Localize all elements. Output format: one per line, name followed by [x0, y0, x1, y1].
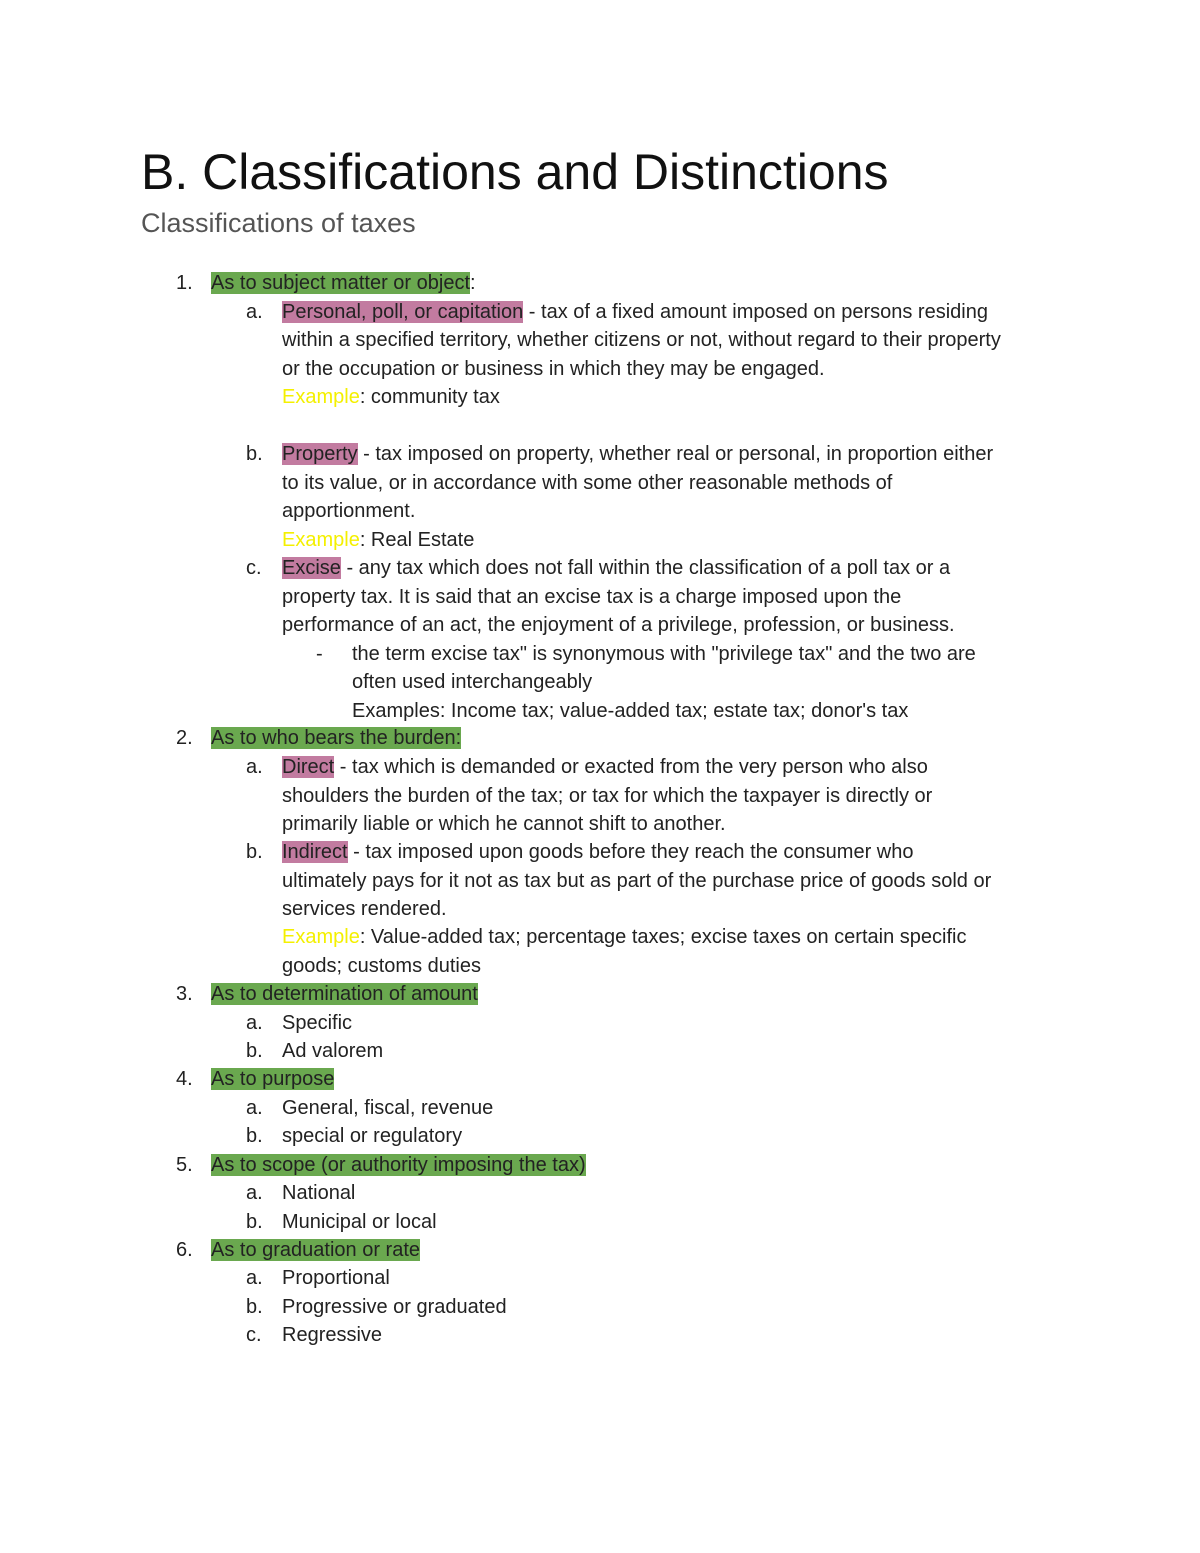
example-line: [282, 383, 500, 412]
item-letter: a.: [246, 1267, 263, 1289]
item-text-line: or the occupation or business in which they may be engaged.: [282, 357, 825, 380]
item-letter: b.: [246, 1211, 263, 1233]
item-text: National: [282, 1182, 356, 1204]
item-text-line: within a specified territory, whether citizens or not, without regard to their property: [282, 329, 1001, 351]
item-text: Specific: [282, 1012, 353, 1034]
section-heading: [211, 1236, 420, 1265]
item-text-line: primarily liable or which he cannot shift to another.: [282, 813, 726, 835]
section-number: 4.: [176, 1068, 193, 1090]
item-text: Regressive: [282, 1324, 383, 1346]
item-letter: b.: [246, 1296, 263, 1318]
item-text: General, fiscal, revenue: [282, 1097, 494, 1119]
section-heading: [211, 980, 478, 1009]
heading-suffix: :: [470, 272, 476, 294]
section-number: 2.: [176, 727, 193, 749]
item-letter: a.: [246, 1097, 263, 1119]
example-line: [282, 923, 966, 952]
sub-bullet-marker: -: [316, 642, 323, 665]
item-text-line: performance of an act, the enjoyment of a privilege, profession, or business.: [282, 614, 955, 636]
item-letter: b.: [246, 841, 263, 863]
term-highlight: Personal, poll, or capitation: [282, 300, 524, 323]
section-number: 5.: [176, 1154, 193, 1176]
term-highlight: Direct: [282, 756, 335, 778]
category-highlight: As to purpose: [211, 1068, 335, 1090]
item-letter: a.: [246, 756, 263, 778]
item-letter: a.: [246, 300, 263, 323]
definition-text: - any tax which does not fall within the classification of a poll tax or a: [340, 557, 951, 579]
page-subtitle: Classifications of taxes: [141, 208, 416, 238]
item-text-line: services rendered.: [282, 898, 447, 920]
category-highlight: As to determination of amount: [211, 983, 478, 1005]
section-heading: [211, 1065, 334, 1094]
section-number: 1.: [176, 272, 193, 294]
item-text-line: [282, 838, 913, 867]
term-highlight: Property: [282, 443, 358, 465]
item-text: Ad valorem: [282, 1040, 384, 1062]
item-letter: c.: [246, 1324, 262, 1346]
item-letter: b.: [246, 1040, 263, 1062]
item-text: Progressive or graduated: [282, 1296, 507, 1318]
definition-text: - tax which is demanded or exacted from the very person who also: [334, 756, 928, 778]
category-highlight: As to graduation or rate: [211, 1239, 421, 1261]
category-highlight: As to who bears the burden:: [211, 727, 462, 749]
example-text: : Value-added tax; percentage taxes; excise taxes on certain specific: [359, 926, 967, 948]
section-number: 6.: [176, 1239, 193, 1261]
item-letter: a.: [246, 1012, 263, 1034]
item-text-line: [282, 554, 950, 583]
example-label: Example: [282, 926, 360, 948]
item-letter: b.: [246, 443, 263, 465]
section-number: 3.: [176, 983, 193, 1005]
item-letter: c.: [246, 557, 262, 579]
term-highlight: Excise: [282, 557, 341, 579]
category-highlight: As to subject matter or object: [211, 272, 471, 294]
definition-text: - tax imposed upon goods before they reach the consumer who: [347, 841, 914, 863]
item-text-line: ultimately pays for it not as tax but as part of the purchase price of goods sold or: [282, 869, 992, 892]
example-continuation: goods; customs duties: [282, 955, 481, 977]
example-label: Example: [282, 386, 360, 408]
section-heading: [211, 1151, 586, 1180]
sub-bullet-line: the term excise tax" is synonymous with "privilege tax" and the two are: [352, 642, 976, 665]
section-heading: [211, 724, 461, 753]
item-text-line: [282, 753, 928, 782]
item-text-line: [282, 440, 993, 469]
item-text: Municipal or local: [282, 1211, 437, 1233]
example-label: Example: [282, 528, 360, 551]
category-highlight: As to scope (or authority imposing the tax): [211, 1154, 586, 1176]
item-text-line: [282, 298, 988, 327]
example-text: : community tax: [359, 386, 500, 408]
term-highlight: Indirect: [282, 841, 348, 863]
sub-bullet-line: Examples: Income tax; value-added tax; estate tax; donor's tax: [352, 699, 909, 722]
page-title: B. Classifications and Distinctions: [141, 144, 889, 200]
item-text-line: shoulders the burden of the tax; or tax for which the taxpayer is directly or: [282, 784, 933, 807]
definition-text: - tax imposed on property, whether real or personal, in proportion either: [357, 443, 994, 465]
item-text: special or regulatory: [282, 1125, 463, 1147]
item-letter: b.: [246, 1125, 263, 1147]
item-text-line: apportionment.: [282, 500, 416, 522]
sub-bullet-line: often used interchangeably: [352, 671, 593, 693]
item-text: Proportional: [282, 1267, 390, 1289]
example-line: [282, 526, 474, 555]
item-letter: a.: [246, 1182, 263, 1204]
definition-text: - tax of a fixed amount imposed on persons residing: [523, 300, 988, 323]
item-text-line: property tax. It is said that an excise tax is a charge imposed upon the: [282, 585, 902, 608]
example-text: : Real Estate: [359, 528, 475, 551]
section-heading: [211, 269, 476, 298]
item-text-line: to its value, or in accordance with some other reasonable methods of: [282, 471, 893, 494]
